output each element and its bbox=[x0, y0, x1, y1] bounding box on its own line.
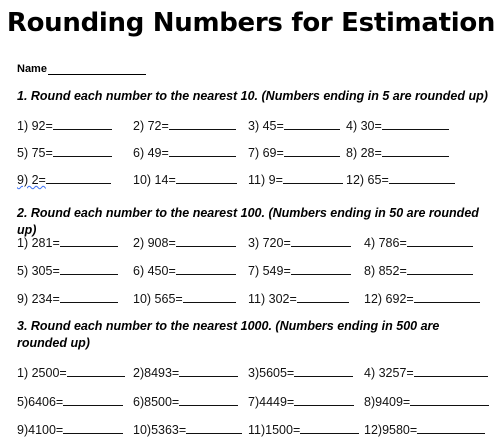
problem[interactable] bbox=[248, 235, 351, 250]
problem-text: 8) 28= bbox=[346, 146, 382, 160]
answer-blank[interactable] bbox=[53, 145, 112, 157]
answer-blank[interactable] bbox=[283, 172, 343, 184]
answer-blank[interactable] bbox=[300, 422, 359, 434]
problem[interactable] bbox=[248, 394, 354, 409]
problem[interactable] bbox=[133, 235, 236, 250]
problem[interactable] bbox=[248, 365, 353, 380]
answer-blank[interactable] bbox=[60, 263, 118, 275]
answer-blank[interactable] bbox=[176, 172, 237, 184]
answer-blank[interactable] bbox=[46, 172, 111, 184]
problem[interactable] bbox=[248, 172, 343, 187]
answer-blank[interactable] bbox=[183, 291, 236, 303]
problem-text: 8) 852= bbox=[364, 264, 407, 278]
answer-blank[interactable] bbox=[297, 291, 349, 303]
problem[interactable] bbox=[17, 172, 111, 187]
name-field[interactable] bbox=[17, 63, 146, 75]
answer-blank[interactable] bbox=[176, 263, 236, 275]
problem-text: 5)6406= bbox=[17, 395, 64, 409]
problem[interactable] bbox=[364, 365, 488, 380]
problem-text: 8)9409= bbox=[364, 395, 411, 409]
problem[interactable] bbox=[248, 118, 340, 133]
problem-text: 10) 565= bbox=[133, 292, 183, 306]
answer-blank[interactable] bbox=[53, 118, 112, 130]
section-2-heading: 2. Round each number to the nearest 100. (Numbers ending in 50 are rounded up) bbox=[17, 206, 479, 237]
answer-blank[interactable] bbox=[294, 394, 354, 406]
answer-blank[interactable] bbox=[179, 365, 238, 377]
section-1-row-3 bbox=[0, 172, 502, 188]
problem[interactable] bbox=[248, 263, 351, 278]
problem[interactable] bbox=[364, 291, 480, 306]
problem[interactable] bbox=[364, 422, 485, 437]
problem-text: 9) 234= bbox=[17, 292, 60, 306]
problem[interactable] bbox=[346, 145, 449, 160]
problem-text: 2)8493= bbox=[133, 366, 180, 380]
answer-blank[interactable] bbox=[389, 172, 455, 184]
problem-text: 11)1500= bbox=[248, 423, 301, 437]
answer-blank[interactable] bbox=[284, 118, 340, 130]
answer-blank[interactable] bbox=[169, 118, 236, 130]
answer-blank[interactable] bbox=[60, 291, 118, 303]
problem-text: 5) 305= bbox=[17, 264, 60, 278]
answer-blank[interactable] bbox=[63, 394, 123, 406]
problem-text: 2) 72= bbox=[133, 119, 169, 133]
answer-blank[interactable] bbox=[414, 365, 488, 377]
problem[interactable] bbox=[17, 365, 125, 380]
problem-text: 11) 302= bbox=[248, 292, 297, 306]
problem[interactable] bbox=[133, 422, 242, 437]
answer-blank[interactable] bbox=[186, 422, 242, 434]
problem[interactable] bbox=[133, 172, 237, 187]
problem-text: 12) 65= bbox=[346, 173, 389, 187]
problem-text: 3) 45= bbox=[248, 119, 284, 133]
problem-text: 4) 3257= bbox=[364, 366, 414, 380]
problem-text: 12) 692= bbox=[364, 292, 414, 306]
answer-blank[interactable] bbox=[417, 422, 485, 434]
section-3-row-3 bbox=[0, 422, 502, 438]
problem[interactable] bbox=[17, 263, 118, 278]
answer-blank[interactable] bbox=[63, 422, 123, 434]
section-1-row-2 bbox=[0, 145, 502, 161]
problem-text: 10)5363= bbox=[133, 423, 187, 437]
answer-blank[interactable] bbox=[60, 235, 118, 247]
answer-blank[interactable] bbox=[67, 365, 125, 377]
section-3-row-2 bbox=[0, 394, 502, 410]
problem-text: 3)5605= bbox=[248, 366, 295, 380]
answer-blank[interactable] bbox=[291, 235, 351, 247]
problem[interactable] bbox=[17, 394, 123, 409]
problem[interactable] bbox=[133, 291, 236, 306]
problem[interactable] bbox=[346, 172, 455, 187]
problem[interactable] bbox=[248, 422, 359, 437]
section-2-row-2 bbox=[0, 263, 502, 279]
problem[interactable] bbox=[17, 235, 118, 250]
answer-blank[interactable] bbox=[410, 394, 489, 406]
section-3-row-1 bbox=[0, 365, 502, 381]
problem[interactable] bbox=[364, 235, 473, 250]
problem[interactable] bbox=[17, 118, 112, 133]
problem-text: 4) 786= bbox=[364, 236, 407, 250]
answer-blank[interactable] bbox=[407, 263, 473, 275]
problem-text: 6) 450= bbox=[133, 264, 176, 278]
problem-text: 11) 9= bbox=[248, 173, 283, 187]
problem-text: 3) 720= bbox=[248, 236, 291, 250]
problem[interactable] bbox=[133, 145, 236, 160]
problem[interactable] bbox=[364, 263, 473, 278]
problem[interactable] bbox=[364, 394, 489, 409]
problem[interactable] bbox=[133, 263, 236, 278]
worksheet-title: Rounding Numbers for Estimation bbox=[6, 8, 496, 38]
problem-text: 9)4100= bbox=[17, 423, 64, 437]
section-3-heading: 3. Round each number to the nearest 1000. (Numbers ending in 500 are rounded up) bbox=[17, 319, 440, 350]
problem-text: 1) 2500= bbox=[17, 366, 67, 380]
answer-blank[interactable] bbox=[294, 365, 353, 377]
answer-blank[interactable] bbox=[179, 394, 238, 406]
problem-text: 5) 75= bbox=[17, 146, 53, 160]
problem-text: 7)4449= bbox=[248, 395, 295, 409]
section-1-heading: 1. Round each number to the nearest 10. (Numbers ending in 5 are rounded up) bbox=[17, 89, 488, 103]
name-label: Name bbox=[17, 63, 47, 75]
name-blank[interactable] bbox=[48, 65, 146, 75]
problem-text: 6)8500= bbox=[133, 395, 180, 409]
problem-text: 9) 2= bbox=[17, 173, 46, 187]
problem[interactable] bbox=[346, 118, 449, 133]
answer-blank[interactable] bbox=[407, 235, 473, 247]
answer-blank[interactable] bbox=[176, 235, 236, 247]
answer-blank[interactable] bbox=[382, 118, 449, 130]
problem-text: 1) 92= bbox=[17, 119, 53, 133]
problem-text: 4) 30= bbox=[346, 119, 382, 133]
answer-blank[interactable] bbox=[169, 145, 236, 157]
problem[interactable] bbox=[248, 291, 349, 306]
problem-text: 1) 281= bbox=[17, 236, 60, 250]
problem-text: 12)9580= bbox=[364, 423, 418, 437]
section-2-row-3 bbox=[0, 291, 502, 307]
problem[interactable] bbox=[133, 118, 236, 133]
answer-blank[interactable] bbox=[382, 145, 449, 157]
problem[interactable] bbox=[248, 145, 340, 160]
answer-blank[interactable] bbox=[414, 291, 480, 303]
problem-text: 7) 549= bbox=[248, 264, 291, 278]
answer-blank[interactable] bbox=[291, 263, 351, 275]
problem[interactable] bbox=[17, 422, 123, 437]
section-2-row-1 bbox=[0, 235, 502, 251]
problem-text: 7) 69= bbox=[248, 146, 284, 160]
problem[interactable] bbox=[17, 291, 118, 306]
problem[interactable] bbox=[17, 145, 112, 160]
problem-text: 6) 49= bbox=[133, 146, 169, 160]
problem[interactable] bbox=[133, 365, 238, 380]
problem[interactable] bbox=[133, 394, 238, 409]
problem-text: 2) 908= bbox=[133, 236, 176, 250]
answer-blank[interactable] bbox=[284, 145, 340, 157]
problem-text: 10) 14= bbox=[133, 173, 176, 187]
section-1-row-1 bbox=[0, 118, 502, 134]
